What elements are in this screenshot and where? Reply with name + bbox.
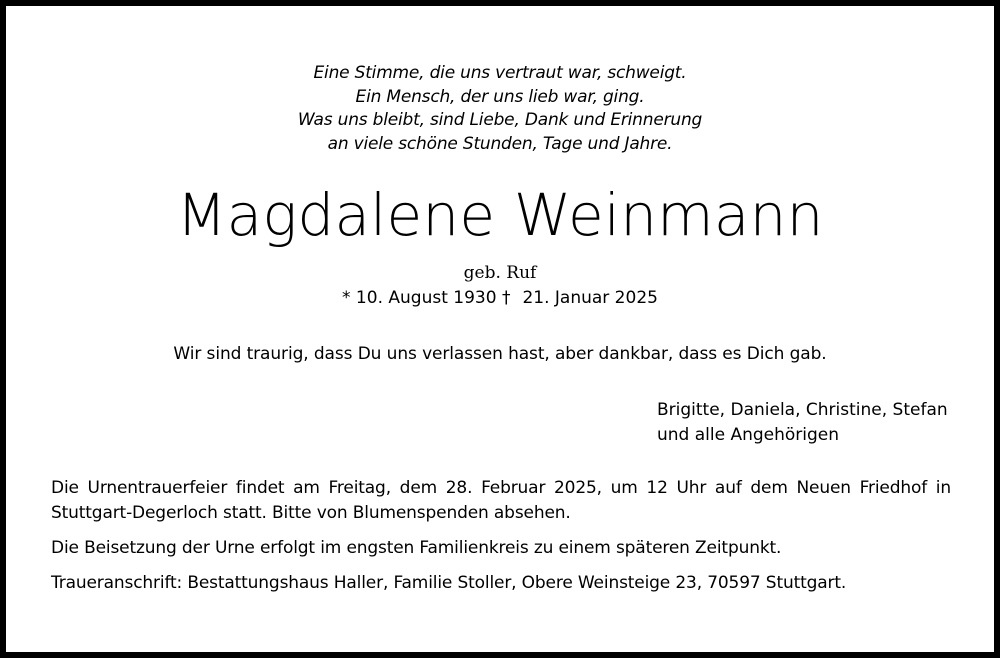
ceremony-text: Die Urnentrauerfeier findet am Freitag, dem 28. Februar 2025, um 12 Uhr auf dem Neuen Friedhof in Stuttgart-Degerloch statt. Bitte von Blumenspenden absehen. bbox=[51, 478, 951, 523]
deceased-name: Magdalene Weinmann bbox=[176, 181, 824, 249]
poem-line: Was uns bleibt, sind Liebe, Dank und Erinnerung bbox=[297, 110, 703, 130]
maiden-name: geb. Ruf bbox=[463, 263, 537, 283]
funeral-info bbox=[51, 476, 951, 606]
mourners-relatives: und alle Angehörigen bbox=[657, 425, 840, 445]
obituary-notice bbox=[6, 6, 994, 652]
poem-line: an viele schöne Stunden, Tage und Jahre. bbox=[327, 133, 673, 154]
cross-symbol: † bbox=[501, 288, 511, 308]
mourners bbox=[657, 398, 987, 448]
death-date: 21. Januar 2025 bbox=[522, 288, 658, 308]
life-dates bbox=[6, 286, 994, 310]
poem bbox=[6, 62, 994, 156]
poem-line: Eine Stimme, die uns vertraut war, schweigt. bbox=[313, 63, 687, 83]
address-text: Traueranschrift: Bestattungshaus Haller, Familie Stoller, Obere Weinsteige 23, 70597 Stuttgart. bbox=[51, 573, 847, 593]
mourners-names: Brigitte, Daniela, Christine, Stefan bbox=[657, 400, 948, 420]
birth-date: * 10. August 1930 bbox=[342, 288, 497, 308]
poem-line: Ein Mensch, der uns lieb war, ging. bbox=[355, 86, 645, 107]
burial-text: Die Beisetzung der Urne erfolgt im engsten Familienkreis zu einem späteren Zeitpunkt. bbox=[51, 538, 782, 558]
farewell-sentence: Wir sind traurig, dass Du uns verlassen hast, aber dankbar, dass es Dich gab. bbox=[173, 344, 827, 364]
